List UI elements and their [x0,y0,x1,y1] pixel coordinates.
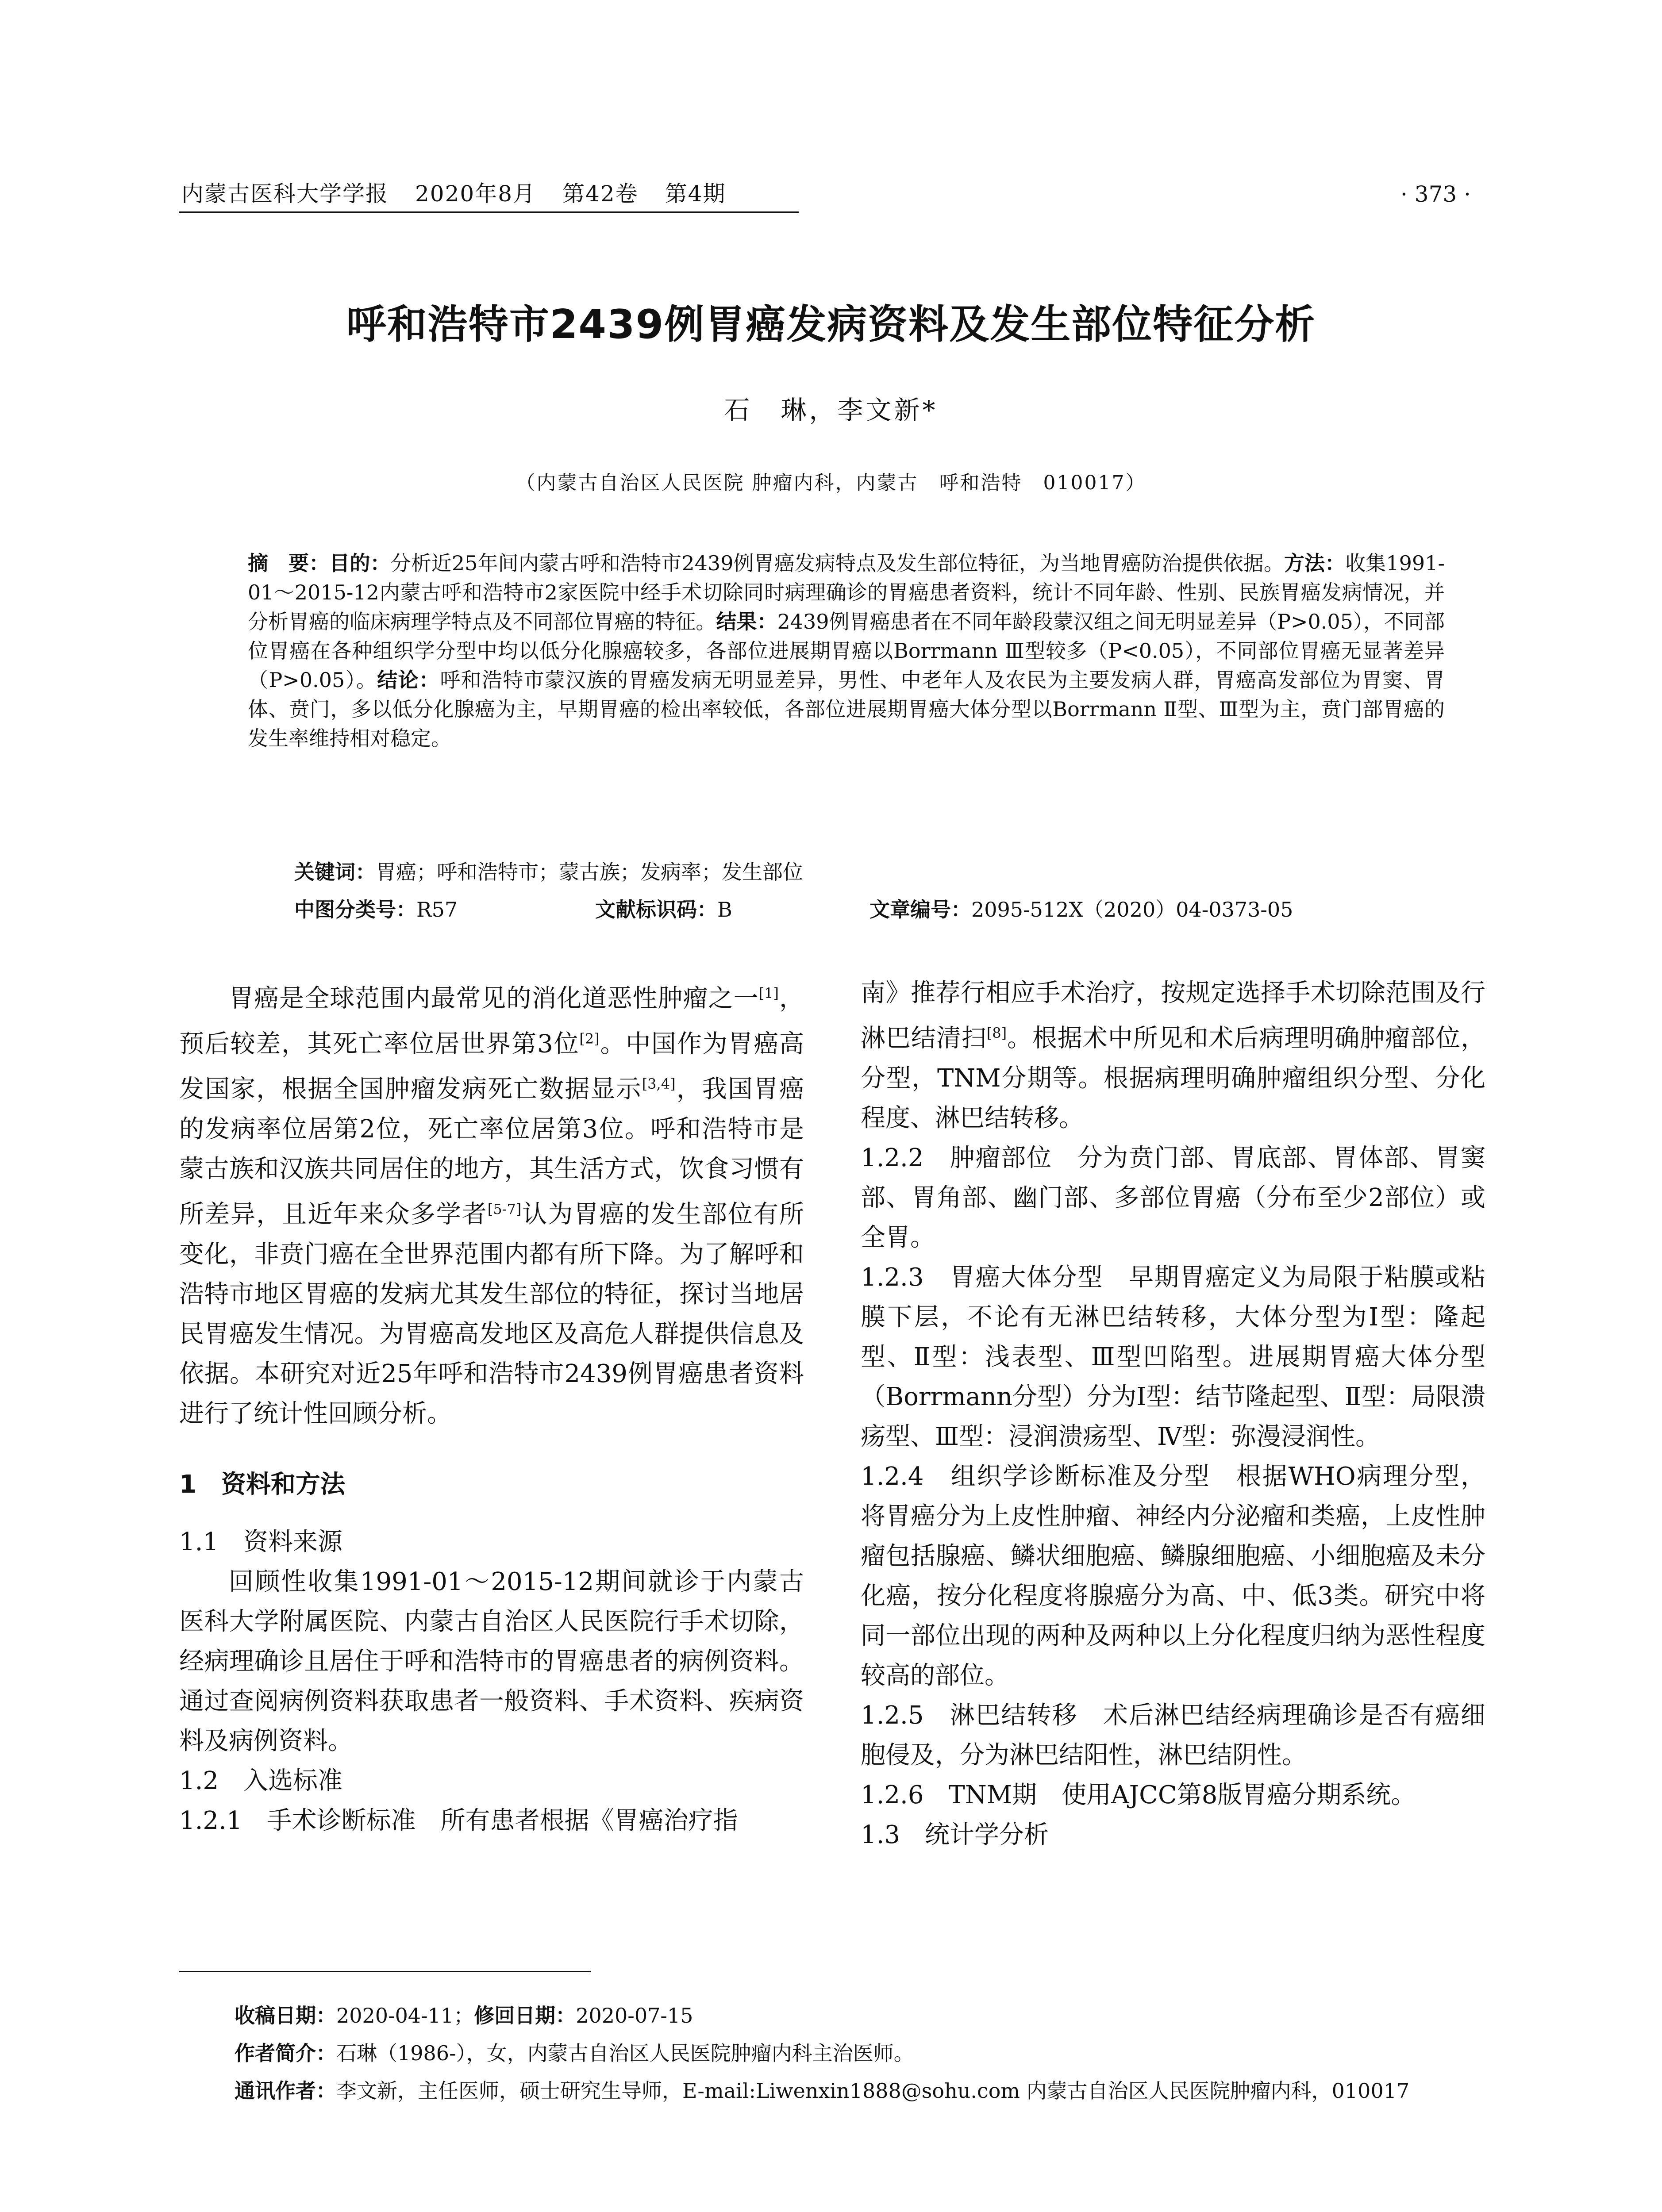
subsection-1-2-6: 1.2.6 TNM期 使用AJCC第8版胃癌分期系统。 [861,1780,1416,1809]
body-right-column [861,973,1485,1855]
results-label: 结果： [716,610,777,634]
running-header [181,176,753,208]
subsection-1-2-4: 1.2.4 组织学诊断标准及分型 根据WHO病理分型，将胃癌分为上皮性肿瘤、神经内分泌瘤和类癌，上皮性肿瘤包括腺癌、鳞状细胞癌、鳞腺细胞癌、小细胞癌及未分化癌，按分化程度将腺癌分为高、中、低3类。研究中将同一部位出现的两种及两种以上分化程度归纳为恶性程度较高的部位。 [861,1462,1485,1690]
continued-paragraph [861,973,1485,1138]
corr-text: 李文新，主任医师，硕士研究生导师，E-mail:Liwenxin1888@sohu.com 内蒙古自治区人民医院肿瘤内科，010017 [336,2079,1410,2103]
citation-1: [1] [758,985,779,1002]
doc-value: B [717,898,732,922]
subsection-1-2: 1.2 入选标准 [179,1766,343,1795]
issue-date: 2020年8月 [415,181,536,207]
abstract-label: 摘 要： [248,551,330,575]
abstract [248,549,1445,753]
subsection-1-1-text: 回顾性收集1991-01～2015-12期间就诊于内蒙古医科大学附属医院、内蒙古自治区人民医院行手术切除，经病理确诊且居住于呼和浩特市的胃癌患者的病例资料。通过查阅病例资料获取患者一般资料、手术资料、疾病资料及病例资料。 [179,1567,804,1755]
citation-4: [5-7] [487,1200,522,1217]
section-heading-1: 1 资料和方法 [179,1470,345,1499]
methods-text: 收集1991-01～2015-12内蒙古呼和浩特市2家医院中经手术切除同时病理确诊的胃癌患者资料，统计不同年龄、性别、民族胃癌发病情况，并分析胃癌的临床病理学特点及不同部位胃癌的特征。 [248,551,1445,634]
document-code [595,894,869,923]
conclusion-label: 结论： [377,668,440,692]
article-number [869,894,1293,923]
objective-label: 目的： [329,551,391,575]
subsection-1-1: 1.1 资料来源 [179,1527,343,1556]
subsection-1-2-2: 1.2.2 肿瘤部位 分为贲门部、胃底部、胃体部、胃窦部、胃角部、幽门部、多部位胃癌（分布至少2部位）或全胃。 [861,1143,1485,1252]
article-title: 呼和浩特市2439例胃癌发病资料及发生部位特征分析 [346,301,1316,348]
subsection-1-2-5: 1.2.5 淋巴结转移 术后淋巴结经病理确诊是否有癌细胞侵及，分为淋巴结阳性，淋巴结阴性。 [861,1701,1485,1770]
revised-label: 修回日期： [474,2004,576,2028]
article-label: 文章编号： [869,898,971,922]
journal-name: 内蒙古医科大学学报 [181,181,389,207]
clc-value: R57 [416,898,458,922]
objective-text: 分析近25年间内蒙古呼和浩特市2439例胃癌发病特点及发生部位特征，为当地胃癌防治提供依据。 [390,551,1284,575]
intro-text-2: ，预后较差，其死亡率位居世界第3位 [179,984,804,1059]
body-left-column [179,973,804,1841]
clc-label: 中图分类号： [294,898,416,922]
intro-text-5: 认为胃癌的发生部位有所变化，非贲门癌在全世界范围内都有所下降。为了解呼和浩特市地区胃癌的发病尤其发生部位的特征，探讨当地居民胃癌发生情况。为胃癌高发地区及高危人群提供信息及依据。本研究对近25年呼和浩特市2439例胃癌患者资料进行了统计性回顾分析。 [179,1200,804,1428]
issue: 第4期 [665,181,726,207]
doc-label: 文献标识码： [595,898,717,922]
corr-label: 通讯作者： [235,2079,336,2103]
footnote-rule [179,1971,591,1972]
header-rule [179,211,799,213]
revised-date: 2020-07-15 [576,2004,693,2028]
article-value: 2095-512X（2020）04-0373-05 [971,898,1293,922]
keywords-text: 胃癌；呼和浩特市；蒙古族；发病率；发生部位 [376,860,803,884]
citation-8: [8] [986,1025,1007,1041]
subsection-1-2-3: 1.2.3 胃癌大体分型 早期胃癌定义为局限于粘膜或粘膜下层，不论有无淋巴结转移，大体分型为Ⅰ型：隆起型、Ⅱ型：浅表型、Ⅲ型凹陷型。进展期胃癌大体分型（Borrmann分型）分为Ⅰ型：结节隆起型、Ⅱ型：局限溃疡型、Ⅲ型：浸润溃疡型、Ⅳ型：弥漫浸润性。 [861,1263,1485,1451]
methods-label: 方法： [1284,551,1346,575]
received-date: 2020-04-11； [336,2004,474,2028]
footnote-dates [235,2000,693,2029]
results-text: 2439例胃癌患者在不同年龄段蒙汉组之间无明显差异（P>0.05），不同部位胃癌在各种组织学分型中均以低分化腺癌较多，各部位进展期胃癌以Borrmann Ⅲ型较多（P<0.05），不同部位胃癌无显著差异（P>0.05）。 [248,610,1445,692]
authors: 石 琳，李文新* [724,395,938,425]
keywords-label: 关键词： [294,860,376,884]
citation-2: [2] [579,1030,600,1047]
intro-text-4: ，我国胃癌的发病率位居第2位，死亡率位居第3位。呼和浩特市是蒙古族和汉族共同居住的地方，其生活方式，饮食习惯有所差异，且近年来众多学者 [179,1075,804,1229]
subsection-1-2-1: 1.2.1 手术诊断标准 所有患者根据《胃癌治疗指 [179,1806,738,1835]
volume: 第42卷 [562,181,639,207]
intro-text-1: 胃癌是全球范围内最常见的消化道恶性肿瘤之一 [229,984,759,1013]
intro-paragraph [179,973,804,1434]
continued-text-1: 南》推荐行相应手术治疗，按规定选择手术切除范围及行淋巴结清扫 [861,979,1485,1053]
continued-text-2: 。根据术中所见和术后病理明确肿瘤部位，分型，TNM分期等。根据病理明确肿瘤组织分型、分化程度、淋巴结转移。 [861,1024,1486,1133]
affiliation: （内蒙古自治区人民医院 肿瘤内科，内蒙古 呼和浩特 010017） [516,472,1146,494]
citation-3: [3,4] [642,1075,676,1093]
keywords [294,856,803,885]
subsection-1-3: 1.3 统计学分析 [861,1820,1049,1849]
bio-label: 作者简介： [235,2041,336,2065]
conclusion-text: 呼和浩特市蒙汉族的胃癌发病无明显差异，男性、中老年人及农民为主要发病人群，胃癌高发部位为胃窦、胃体、贲门，多以低分化腺癌为主，早期胃癌的检出率较低，各部位进展期胃癌大体分型以Borrmann Ⅱ型、Ⅲ型为主，贲门部胃癌的发生率维持相对稳定。 [248,668,1445,750]
received-label: 收稿日期： [235,2004,336,2028]
footnote-corresponding-author [235,2075,1409,2104]
bio-text: 石琳（1986-），女，内蒙古自治区人民医院肿瘤内科主治医师。 [336,2041,914,2065]
classification-line [294,894,1445,923]
page-number: · 373 · [1400,181,1471,207]
intro-text-3: 。中国作为胃癌高发国家，根据全国肿瘤发病死亡数据显示 [179,1029,804,1104]
footnote-author-bio [235,2037,914,2066]
clc-number [294,894,595,923]
